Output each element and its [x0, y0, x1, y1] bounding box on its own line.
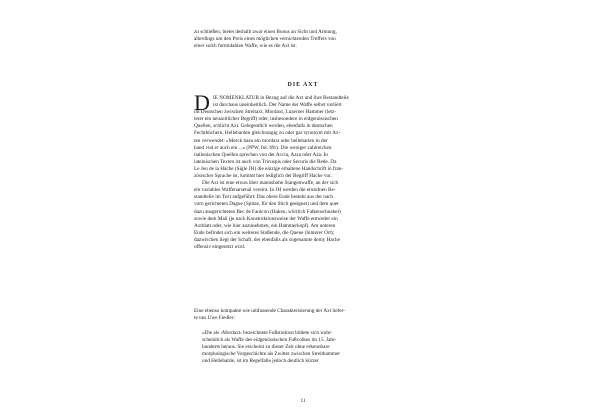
text-line: zu schließen, bietet deshalb zwar einen Bonus an Sicht und Armung, — [194, 29, 337, 35]
text-line: hand vnd er auch ein ...« (PPW, fol. 69r). Die weniger zahlreichen — [194, 144, 332, 151]
text-line: einer solch formidablen Waffe, wie es die Axt ist. — [194, 43, 297, 50]
text-line: im Deutschen zwischen Streitaxt, Mordaxt, Luzerner Hammer (letz- — [194, 109, 337, 116]
text-line: »Die als ›Mordaxt‹ bezeichnete Fußstreitaxt bildete sich wahr- — [202, 330, 333, 336]
text-line: ein variables Waffenarsenal vereint. In JH werden die einzelnen Be- — [194, 187, 336, 194]
text-line: Axtblatt oder, wie hier anzunehmen, ein Hammerkopf). Am unteren — [194, 222, 336, 229]
text-line: dazu ausgerichteten Bec de Faulcon (Haken, wörtlich Falkenschnabel) — [194, 208, 341, 215]
text-line: sowie dem Mail (je nach Konstruktionsweise der Waffe entweder ein — [194, 215, 338, 222]
text-line: ten verwendet: »Merck hasu ein mordaxt oder hellebarten in der — [194, 137, 328, 144]
intro-paragraph — [194, 29, 412, 50]
text-line: Eine ebenso kompakte wie umfassende Charakterisierung der Axt liefer- — [194, 308, 346, 314]
text-line: zösischer Sprache ist, kommt hier lediglich der Begriff Hache vor. — [194, 173, 332, 180]
text-line: te uns Uwe Fiedler: — [194, 315, 235, 322]
text-line: terer ein neuzeitlicher Begriff) oder, insbesondere in eidgenössischen — [194, 116, 338, 123]
text-line: Fechtbüchern, Hellebarden gleichrangig zu oder gar synonym mit Äx- — [194, 130, 341, 137]
section-heading: DIE AXT — [287, 82, 319, 88]
text-line: scheinlich als Waffe des eidgenössischen Fußvolkes im 15. Jahr- — [202, 337, 337, 344]
text-line: Quellen, schlicht Axt. Gelegentlich werden, ebenfalls in deutschen — [194, 123, 333, 130]
main-paragraph — [194, 90, 412, 251]
text-line: allerdings um den Preis eines möglichen vernichtenden Treffers von — [194, 36, 336, 43]
text-line: vorn gerichteten Dague (Spitze, für den Stich geeignet) und dem quer — [194, 201, 339, 208]
text-line: italienischen Quellen sprechen von der Accia, Azza oder Aza. In — [194, 151, 328, 158]
text-line: und Hellebarde, ist im Regelfalle jedoch deutlich kürzer — [202, 358, 319, 365]
block-quote — [202, 330, 412, 365]
text-line: Ende befindet sich ein weiteres Stoßende, die Queue (hinterer Ort); — [194, 229, 335, 236]
text-line: Die Axt ist eine etwas über mannshohe Stangenwaffe, an der sich — [202, 180, 339, 187]
text-line: hunderts heraus. Sie erscheint zu dieser Zeit ohne erkennbare — [202, 344, 330, 351]
text-line: lateinischen Texten ist auch von Tricuspis oder Securis die Rede. Da — [194, 158, 337, 165]
text-line: IE NOMENKLATUR in Bezug auf die Axt und ihre Bestandteile — [213, 95, 349, 101]
page-number: 11 — [300, 398, 306, 404]
text-line: offensiv eingesetzt wird. — [194, 243, 246, 250]
text-line: Le Jeu de la Hache (Sigle JH) die einzige erhaltene Handschrift in fran- — [194, 165, 343, 172]
text-line: morphologische Vorgeschichte als Zwitter zwischen Streithammer — [202, 351, 340, 358]
text-line: dazwischen liegt der Schaft, der ebenfalls als sogenannte demy Hache — [194, 236, 340, 243]
third-paragraph — [194, 308, 412, 322]
text-line: ist durchaus uneinheitlich. Der Name der Waffe selbst variiert — [213, 102, 342, 109]
text-line: standteile im Text aufgeführt: Das obere Ende besteht aus der nach — [194, 194, 334, 201]
drop-cap: D — [194, 90, 210, 115]
